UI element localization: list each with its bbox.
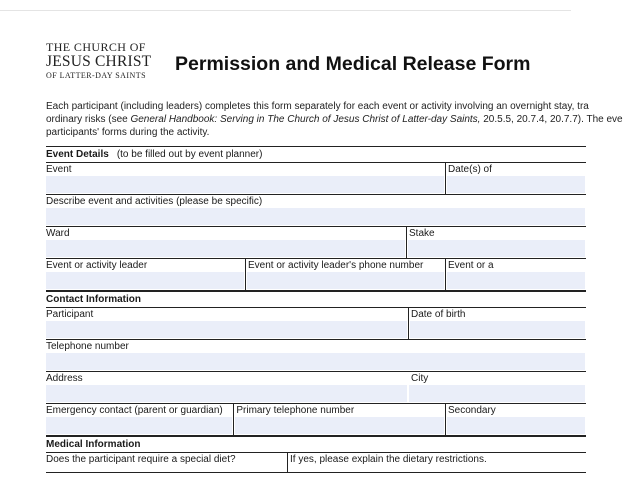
- page-title: Permission and Medical Release Form: [175, 53, 531, 75]
- field-label: Date of birth: [411, 309, 466, 320]
- field-label: Participant: [46, 309, 94, 320]
- section-event-details: [46, 146, 586, 163]
- form-row: [46, 372, 586, 404]
- field-label: Date(s) of: [448, 164, 492, 175]
- logo-line-2: JESUS CHRIST: [46, 53, 152, 70]
- intro-line-2-pre: ordinary risks (see: [46, 114, 131, 126]
- form-row: [46, 453, 586, 473]
- logo-line-3: OF LATTER-DAY SAINTS: [46, 71, 146, 80]
- form-row: [46, 163, 586, 195]
- form-row: [46, 259, 586, 291]
- leader-cell: [46, 259, 245, 290]
- city-cell: [408, 372, 586, 403]
- field-label: Primary telephone number: [236, 405, 355, 416]
- field-label: Ward: [46, 228, 70, 239]
- form-row: [46, 404, 586, 436]
- logo-line-1: THE CHURCH OF: [46, 40, 146, 54]
- field-label: Emergency contact (parent or guardian): [46, 405, 223, 416]
- field-label: Secondary: [448, 405, 496, 416]
- emergency-field[interactable]: [46, 417, 232, 434]
- ward-field[interactable]: [46, 240, 405, 257]
- ward-cell: [46, 227, 406, 258]
- leader-phone-field[interactable]: [247, 272, 444, 289]
- intro-line-1: Each participant (including leaders) completes this form separately for each event or activity involving an overnight stay, tra: [46, 101, 589, 112]
- diet-explain-cell: [287, 453, 586, 472]
- secondary-phone-field[interactable]: [447, 417, 585, 434]
- primary-phone-cell: [233, 404, 445, 435]
- section-heading: Contact Information: [46, 294, 141, 305]
- leader-field[interactable]: [46, 272, 244, 289]
- dates-cell: [445, 163, 586, 194]
- field-label: Stake: [409, 228, 435, 239]
- stake-cell: [406, 227, 586, 258]
- participant-field[interactable]: [46, 321, 407, 338]
- field-label: If yes, please explain the dietary restrictions.: [290, 454, 487, 465]
- page-top-edge: [0, 0, 571, 11]
- intro-text: [46, 100, 623, 140]
- section-medical: [46, 436, 586, 453]
- event-field[interactable]: [46, 176, 444, 193]
- field-label: City: [411, 373, 429, 384]
- telephone-field[interactable]: [46, 353, 585, 370]
- handbook-reference: General Handbook: Serving in The Church of Jesus Christ of Latter-day Saints,: [130, 114, 481, 126]
- intro-line-2: [46, 113, 623, 126]
- church-logo: [46, 41, 158, 81]
- emergency-cell: [46, 404, 233, 435]
- form-row: [46, 308, 586, 340]
- form-row: [46, 340, 586, 372]
- field-label: Describe event and activities (please be specific): [46, 196, 263, 207]
- address-field[interactable]: [46, 385, 407, 402]
- participant-cell: [46, 308, 408, 339]
- leader-email-cell: [445, 259, 586, 290]
- event-cell: [46, 163, 445, 194]
- describe-cell: [46, 195, 586, 226]
- field-label: Event: [46, 164, 72, 175]
- field-label: Address: [46, 373, 83, 384]
- leader-email-field[interactable]: [447, 272, 585, 289]
- dob-cell: [408, 308, 586, 339]
- field-label: Does the participant require a special diet?: [46, 454, 236, 465]
- special-diet-cell: [46, 453, 287, 472]
- section-note: (to be filled out by event planner): [116, 149, 263, 160]
- dob-field[interactable]: [410, 321, 585, 338]
- intro-line-2-post: 20.5.5, 20.7.4, 20.7.7). The eve: [480, 114, 623, 126]
- intro-line-3: participants' forms during the activity.: [46, 127, 210, 139]
- field-label: Event or a: [448, 260, 494, 271]
- section-contact: [46, 291, 586, 308]
- field-label: Event or activity leader: [46, 260, 148, 271]
- release-form: [46, 146, 586, 473]
- city-field[interactable]: [409, 385, 585, 402]
- form-row: [46, 227, 586, 259]
- stake-field[interactable]: [408, 240, 585, 257]
- telephone-cell: [46, 340, 586, 371]
- section-heading: Medical Information: [46, 439, 141, 450]
- field-label: Event or activity leader's phone number: [248, 260, 424, 271]
- address-cell: [46, 372, 408, 403]
- describe-field[interactable]: [46, 208, 585, 225]
- leader-phone-cell: [245, 259, 445, 290]
- primary-phone-field[interactable]: [235, 417, 444, 434]
- section-heading: Event Details: [46, 149, 109, 160]
- form-row: [46, 195, 586, 227]
- secondary-phone-cell: [445, 404, 586, 435]
- field-label: Telephone number: [46, 341, 129, 352]
- dates-field[interactable]: [447, 176, 585, 193]
